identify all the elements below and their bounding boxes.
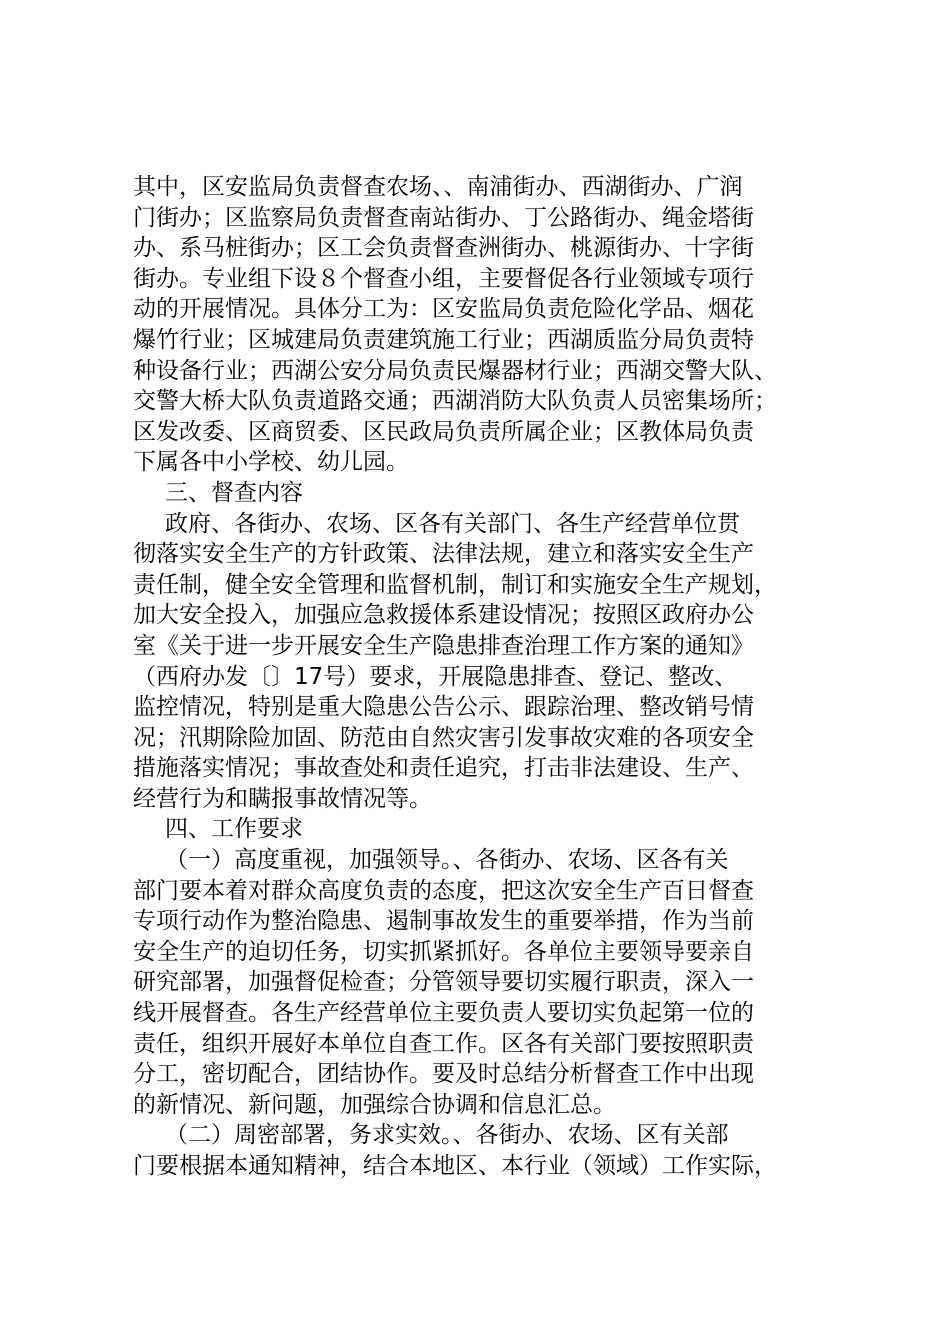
text-line: 责任，组织开展好本单位自查工作。区各有关部门要按照职责	[133, 1030, 754, 1057]
text-line: 安全生产的迫切任务，切实抓紧抓好。各单位主要领导要亲自	[133, 938, 754, 965]
document-body	[133, 172, 833, 1182]
text-line: 经营行为和瞒报事故情况等。	[133, 785, 432, 812]
text-line: 交警大桥大队负责道路交通；西湖消防大队负责人员密集场所；	[133, 388, 777, 415]
text-line: 彻落实安全生产的方针政策、法律法规，建立和落实安全生产	[133, 541, 754, 568]
text-line: （一）高度重视，加强领导。、各街办、农场、区各有关	[165, 847, 729, 874]
text-line: 四、工作要求	[165, 816, 303, 843]
text-line: 下属各中小学校、幼儿园。	[133, 449, 409, 476]
text-line: 部门要本着对群众高度负责的态度，把这次安全生产百日督查	[133, 877, 754, 904]
text-line: 办、系马桩街办；区工会负责督查洲街办、桃源街办、十字街	[133, 235, 754, 262]
text-line: 政府、各街办、农场、区各有关部门、各生产经营单位贯	[165, 510, 740, 537]
text-line: 责任制，健全安全管理和监督机制，制订和实施安全生产规划，	[133, 571, 777, 598]
text-line: 分工，密切配合，团结协作。要及时总结分析督查工作中出现	[133, 1061, 754, 1088]
text-line: 种设备行业；西湖公安分局负责民爆器材行业；西湖交警大队、	[133, 357, 777, 384]
text-line: 区发改委、区商贸委、区民政局负责所属企业；区教体局负责	[133, 418, 754, 445]
text-line: 研究部署，加强督促检查；分管领导要切实履行职责，深入一	[133, 969, 754, 996]
text-line: 况；汛期除险加固、防范由自然灾害引发事故灾难的各项安全	[133, 724, 754, 751]
text-line: 加大安全投入，加强应急救援体系建设情况；按照区政府办公	[133, 602, 754, 629]
text-line: 监控情况，特别是重大隐患公告公示、跟踪治理、整改销号情	[133, 694, 754, 721]
text-line: 措施落实情况；事故查处和责任追究，打击非法建设、生产、	[133, 755, 754, 782]
text-line: 门要根据本通知精神，结合本地区、本行业（领域）工作实际，	[133, 1153, 777, 1179]
text-line: 线开展督查。各生产经营单位主要负责人要切实负起第一位的	[133, 1000, 754, 1027]
text-line: （二）周密部署，务求实效。、各街办、农场、区有关部	[165, 1122, 729, 1149]
text-line: 室《关于进一步开展安全生产隐患排查治理工作方案的通知》	[133, 632, 754, 659]
text-line: 门街办；区监察局负责督查南站街办、丁公路街办、绳金塔街	[133, 204, 754, 231]
text-line: 专项行动作为整治隐患、遏制事故发生的重要举措，作为当前	[133, 908, 754, 935]
text-line: （西府办发〔〕17号）要求，开展隐患排查、登记、整改、	[133, 663, 738, 690]
text-line: 爆竹行业；区城建局负责建筑施工行业；西湖质监分局负责特	[133, 326, 754, 353]
text-line: 其中，区安监局负责督查农场、、南浦街办、西湖街办、广润	[133, 174, 743, 200]
text-line: 三、督查内容	[165, 479, 303, 506]
text-line: 街办。专业组下设８个督查小组，主要督促各行业领域专项行	[133, 265, 754, 292]
text-line: 动的开展情况。具体分工为：区安监局负责危险化学品、烟花	[133, 296, 754, 323]
text-line: 的新情况、新问题，加强综合协调和信息汇总。	[133, 1091, 616, 1118]
